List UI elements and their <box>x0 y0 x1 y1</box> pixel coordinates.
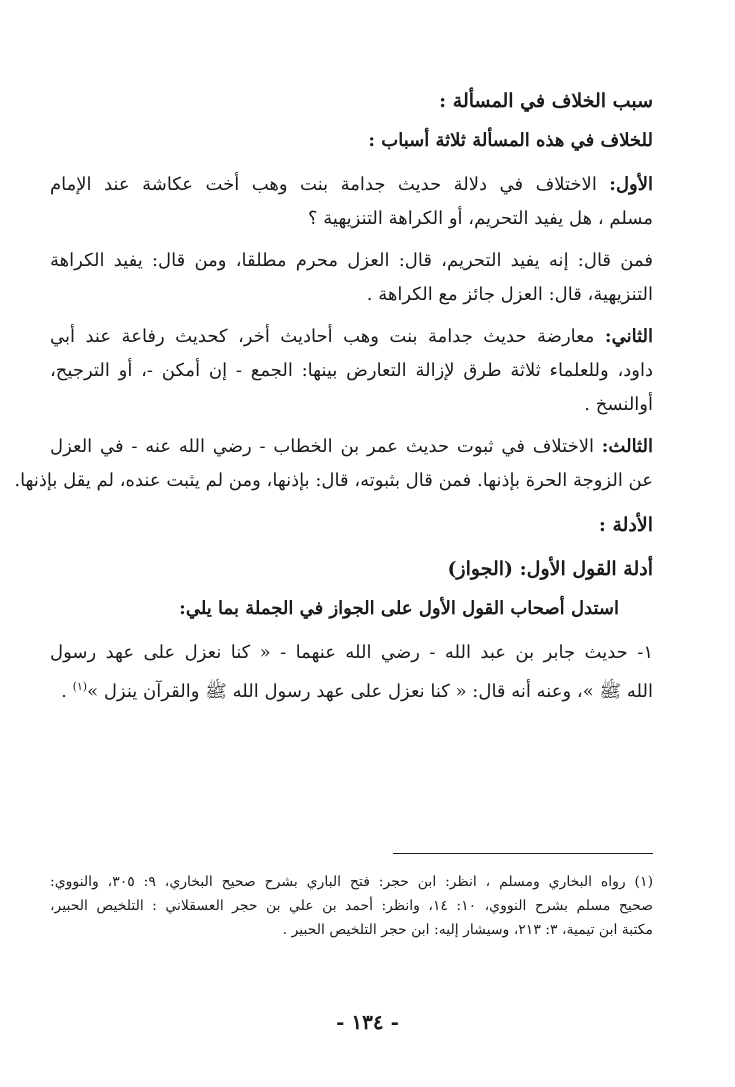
first-cause-paragraph <box>50 168 653 236</box>
first-opinion-intro: استدل أصحاب القول الأول على الجواز في الجملة بما يلي: <box>179 598 619 619</box>
third-cause-line-2: عن الزوجة الحرة بإذنها. فمن قال بثبوته، قال: بإذنها، ومن لم يثبت عنده، لم يقل بإذنها. <box>14 470 653 491</box>
footnote-reference: (١) <box>72 680 88 693</box>
first-followup-paragraph <box>50 244 653 312</box>
third-cause-paragraph <box>14 430 653 498</box>
footnote-separator <box>393 853 653 854</box>
second-cause-line-3: أوالنسخ . <box>584 394 653 415</box>
first-cause-label: الأول: <box>609 174 653 195</box>
hadith-paragraph <box>50 636 653 709</box>
second-cause-line-1 <box>50 320 653 354</box>
first-opinion-heading: أدلة القول الأول: (الجواز) <box>447 558 653 580</box>
third-cause-line-1 <box>50 430 653 464</box>
second-cause-paragraph <box>50 320 653 422</box>
hadith-line-end: . <box>61 681 73 702</box>
first-cause-line-2: مسلم ، هل يفيد التحريم، أو الكراهة التنزيهية ؟ <box>307 208 653 229</box>
first-cause-line-1 <box>50 168 653 202</box>
third-cause-text-1: الاختلاف في ثبوت حديث عمر بن الخطاب - رضي الله عنه - في العزل <box>50 436 594 457</box>
cause-heading: سبب الخلاف في المسألة : <box>439 90 653 112</box>
page-number: - ١٣٤ - <box>336 1010 399 1034</box>
first-cause-text-1: الاختلاف في دلالة حديث جدامة بنت وهب أخت عكاشة عند الإمام <box>50 174 597 195</box>
third-cause-label: الثالث: <box>601 436 653 457</box>
first-followup-line-2: التنزيهية، قال: العزل جائز مع الكراهة . <box>366 284 653 305</box>
hadith-text-2: الله ﷺ »، وعنه أنه قال: « كنا نعزل على عهد رسول الله ﷺ والقرآن ينزل » <box>87 681 653 702</box>
footnote <box>50 870 653 942</box>
hadith-line-2 <box>50 670 653 709</box>
hadith-line-1: ١- حديث جابر بن عبد الله - رضي الله عنهما - « كنا نعزل على عهد رسول <box>50 642 653 663</box>
footnote-line-1: (١) رواه البخاري ومسلم ، انظر: ابن حجر: فتح الباري بشرح صحيح البخاري، ٩: ٣٠٥، والنووي: <box>50 874 654 890</box>
second-cause-label: الثاني: <box>604 326 653 347</box>
second-cause-line-2: داود، وللعلماء ثلاثة طرق لإزالة التعارض بينها: الجمع - إن أمكن -، أو الترجيح، <box>50 360 653 381</box>
second-cause-text-1: معارضة حديث جدامة بنت وهب أحاديث أخر، كحديث رفاعة عند أبي <box>50 326 595 347</box>
evidence-heading: الأدلة : <box>598 514 653 536</box>
footnote-line-2: صحيح مسلم بشرح النووي، ١٠: ١٤، وانظر: أحمد بن علي بن حجر العسقلاني : التلخيص الحبير، <box>50 898 654 914</box>
footnote-line-3: مكتبة ابن تيمية، ٣: ٢١٣، وسيشار إليه: ابن حجر التلخيص الحبير . <box>282 922 653 938</box>
causes-intro: للخلاف في هذه المسألة ثلاثة أسباب : <box>368 130 653 151</box>
first-followup-line-1: فمن قال: إنه يفيد التحريم، قال: العزل محرم مطلقا، ومن قال: يفيد الكراهة <box>50 250 653 271</box>
